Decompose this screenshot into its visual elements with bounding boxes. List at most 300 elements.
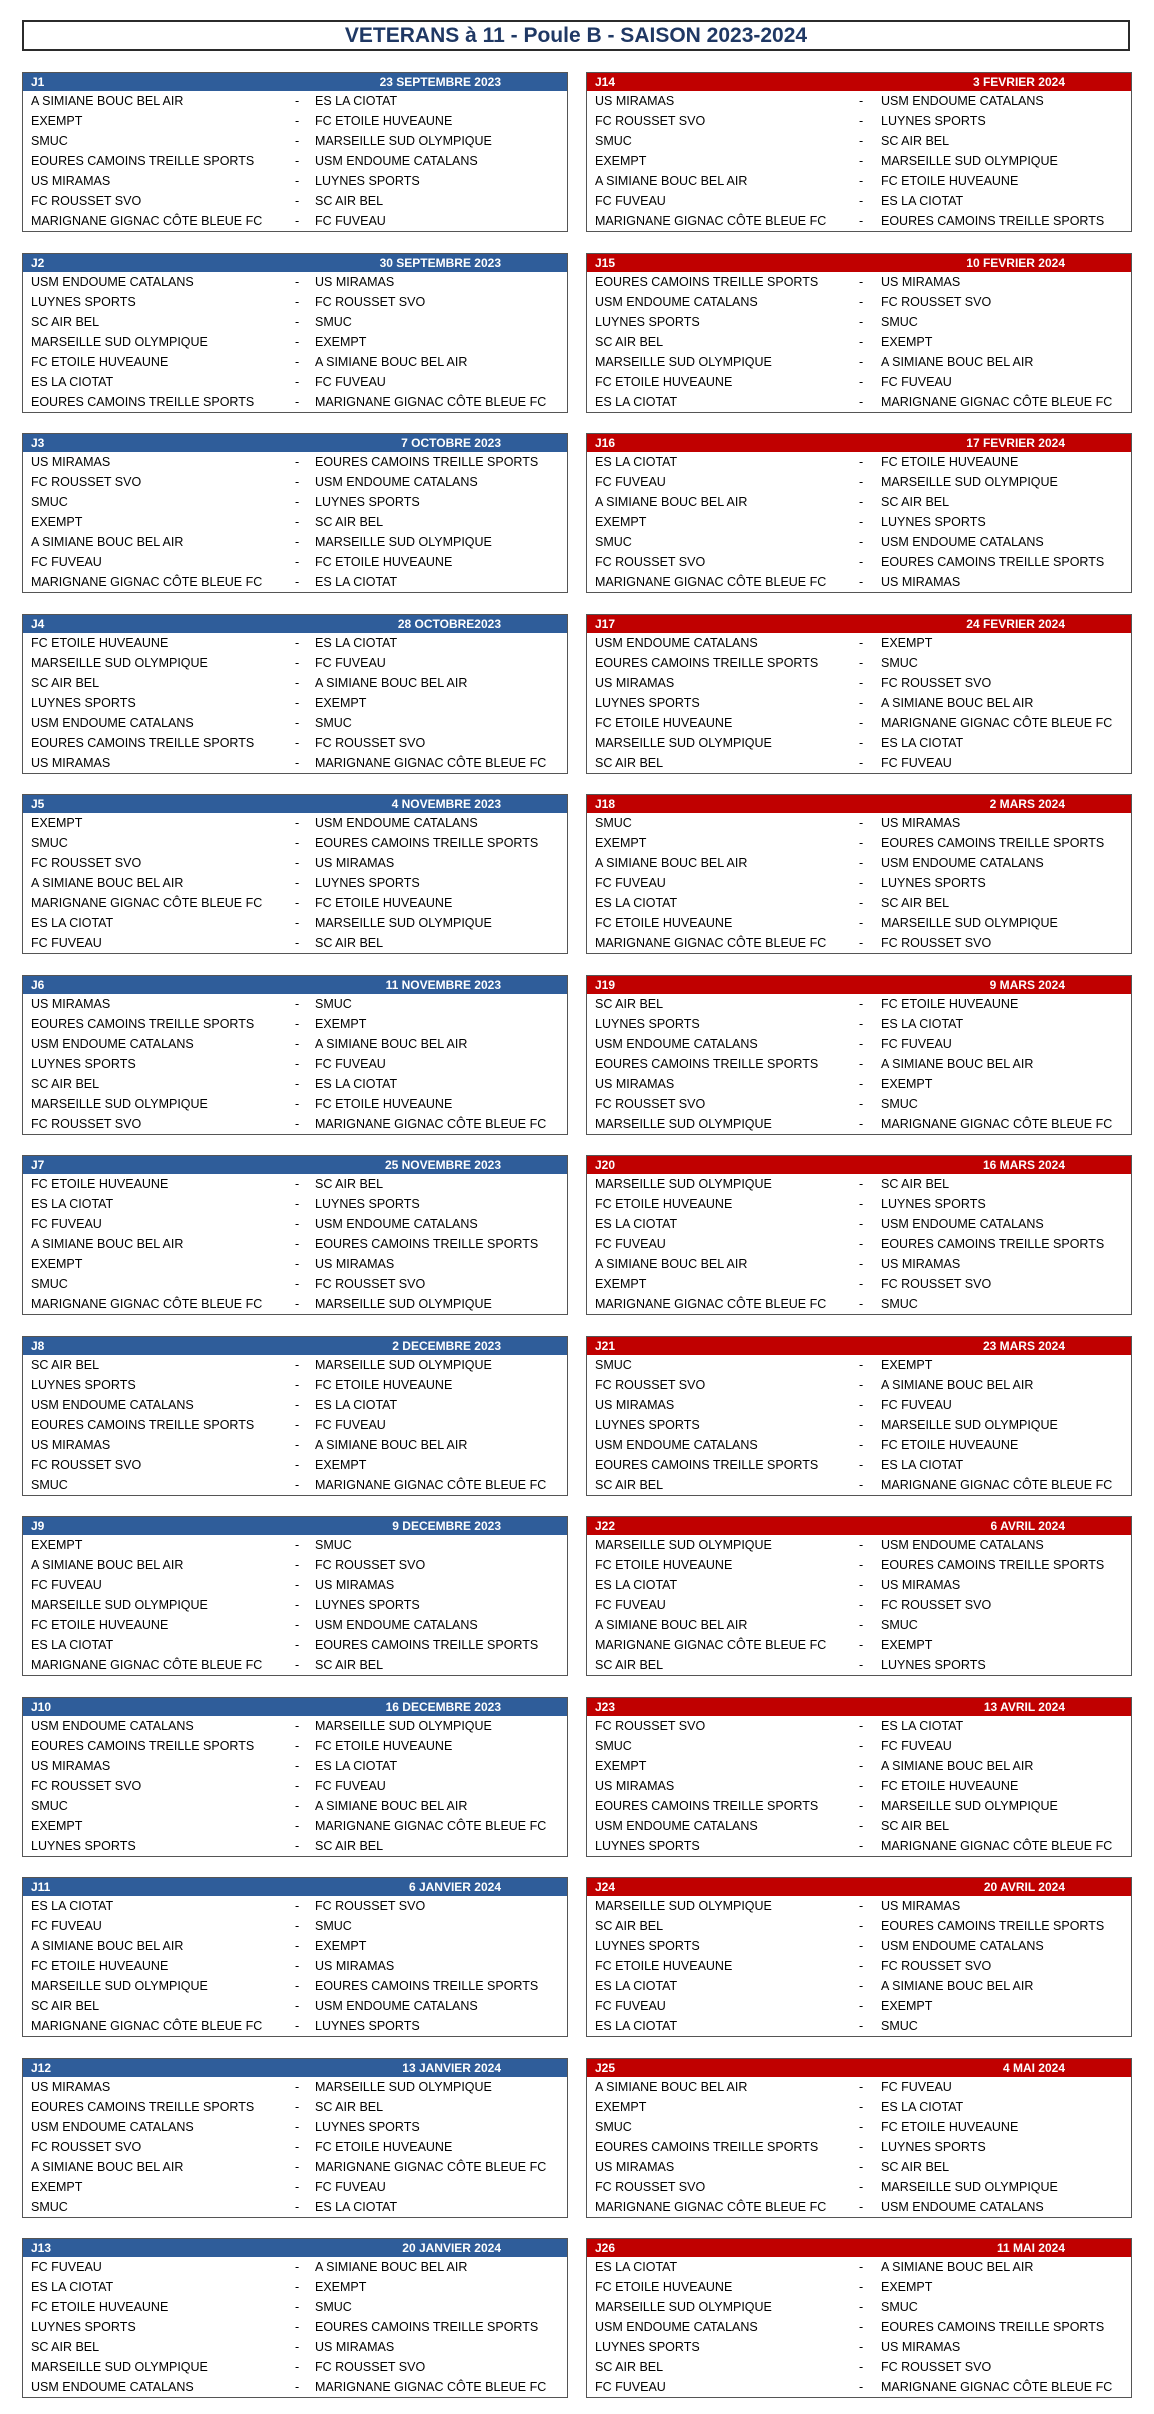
match-separator: - — [295, 936, 300, 950]
away-team: EOURES CAMOINS TREILLE SPORTS — [881, 2320, 1105, 2334]
round-block-j25 — [586, 2058, 1132, 2218]
match-separator: - — [295, 214, 300, 228]
away-team: SC AIR BEL — [881, 495, 950, 509]
home-team: A SIMIANE BOUC BEL AIR — [595, 495, 748, 509]
home-team: EXEMPT — [31, 515, 83, 529]
round-number: J12 — [31, 2061, 52, 2075]
match-row — [587, 1395, 1131, 1415]
home-team: A SIMIANE BOUC BEL AIR — [31, 876, 184, 890]
match-row — [587, 1214, 1131, 1234]
match-row — [587, 733, 1131, 753]
away-team: FC FUVEAU — [315, 2180, 386, 2194]
home-team: EXEMPT — [595, 836, 647, 850]
home-team: MARSEILLE SUD OLYMPIQUE — [595, 2300, 772, 2314]
round-block-j3 — [22, 433, 568, 593]
match-row — [587, 352, 1131, 372]
match-row — [23, 733, 567, 753]
away-team: SMUC — [315, 2300, 352, 2314]
match-row — [587, 1114, 1131, 1134]
home-team: LUYNES SPORTS — [31, 1057, 136, 1071]
match-row — [23, 312, 567, 332]
match-separator: - — [859, 836, 864, 850]
round-block-j15 — [586, 253, 1132, 413]
away-team: USM ENDOUME CATALANS — [315, 1217, 478, 1231]
round-block-j2 — [22, 253, 568, 413]
round-number: J1 — [31, 75, 45, 89]
match-separator: - — [859, 1418, 864, 1432]
home-team: MARIGNANE GIGNAC CÔTE BLEUE FC — [595, 1297, 827, 1311]
away-team: LUYNES SPORTS — [315, 174, 420, 188]
home-team: MARSEILLE SUD OLYMPIQUE — [595, 1177, 772, 1191]
match-separator: - — [295, 876, 300, 890]
match-separator: - — [295, 515, 300, 529]
match-row — [587, 532, 1131, 552]
home-team: A SIMIANE BOUC BEL AIR — [595, 1257, 748, 1271]
home-team: US MIRAMAS — [31, 1438, 111, 1452]
round-number: J6 — [31, 978, 45, 992]
match-row — [23, 1094, 567, 1114]
match-row — [587, 1635, 1131, 1655]
match-separator: - — [859, 1658, 864, 1672]
home-team: SC AIR BEL — [31, 676, 100, 690]
home-team: LUYNES SPORTS — [595, 696, 700, 710]
away-team: EXEMPT — [881, 335, 933, 349]
match-row — [587, 1475, 1131, 1495]
match-separator: - — [295, 1658, 300, 1672]
away-team: MARIGNANE GIGNAC CÔTE BLEUE FC — [315, 756, 547, 770]
away-team: US MIRAMAS — [315, 1257, 395, 1271]
away-team: LUYNES SPORTS — [881, 1197, 986, 1211]
home-team: EOURES CAMOINS TREILLE SPORTS — [31, 736, 255, 750]
match-separator: - — [859, 134, 864, 148]
match-separator: - — [295, 2320, 300, 2334]
match-separator: - — [859, 1779, 864, 1793]
match-separator: - — [295, 375, 300, 389]
home-team: FC ETOILE HUVEAUNE — [595, 716, 733, 730]
round-number: J3 — [31, 436, 45, 450]
match-row — [23, 332, 567, 352]
match-row — [587, 472, 1131, 492]
match-separator: - — [295, 1578, 300, 1592]
home-team: MARSEILLE SUD OLYMPIQUE — [31, 1598, 208, 1612]
match-row — [23, 1254, 567, 1274]
home-team: A SIMIANE BOUC BEL AIR — [31, 1558, 184, 1572]
away-team: LUYNES SPORTS — [881, 2140, 986, 2154]
home-team: FC ETOILE HUVEAUNE — [595, 916, 733, 930]
match-separator: - — [295, 997, 300, 1011]
round-block-j26 — [586, 2238, 1132, 2398]
away-team: SC AIR BEL — [881, 2160, 950, 2174]
match-separator: - — [295, 1779, 300, 1793]
match-row — [23, 1174, 567, 1194]
match-row — [23, 1555, 567, 1575]
home-team: US MIRAMAS — [595, 2160, 675, 2174]
home-team: ES LA CIOTAT — [595, 2260, 678, 2274]
match-row — [587, 552, 1131, 572]
round-date: 17 FEVRIER 2024 — [966, 436, 1065, 450]
away-team: A SIMIANE BOUC BEL AIR — [881, 696, 1034, 710]
round-block-j9 — [22, 1516, 568, 1676]
home-team: A SIMIANE BOUC BEL AIR — [31, 1237, 184, 1251]
home-team: US MIRAMAS — [31, 997, 111, 1011]
match-separator: - — [859, 1117, 864, 1131]
home-team: FC ROUSSET SVO — [595, 1378, 706, 1392]
round-number: J13 — [31, 2241, 52, 2255]
match-row — [587, 1355, 1131, 1375]
home-team: EXEMPT — [31, 1819, 83, 1833]
away-team: US MIRAMAS — [881, 2340, 961, 2354]
home-team: FC ROUSSET SVO — [31, 475, 142, 489]
match-row — [23, 171, 567, 191]
round-block-j19 — [586, 975, 1132, 1135]
home-team: FC FUVEAU — [595, 1999, 666, 2013]
match-separator: - — [295, 1799, 300, 1813]
match-separator: - — [859, 2340, 864, 2354]
match-separator: - — [859, 1177, 864, 1191]
home-team: MARSEILLE SUD OLYMPIQUE — [595, 355, 772, 369]
match-row — [23, 1455, 567, 1475]
away-team: EXEMPT — [315, 1939, 367, 1953]
home-team: EXEMPT — [31, 114, 83, 128]
home-team: FC ROUSSET SVO — [595, 1719, 706, 1733]
round-date: 4 NOVEMBRE 2023 — [391, 797, 501, 811]
match-row — [23, 352, 567, 372]
match-separator: - — [859, 335, 864, 349]
away-team: MARSEILLE SUD OLYMPIQUE — [315, 535, 492, 549]
home-team: EOURES CAMOINS TREILLE SPORTS — [595, 1057, 819, 1071]
match-row — [587, 492, 1131, 512]
home-team: LUYNES SPORTS — [595, 315, 700, 329]
away-team: EOURES CAMOINS TREILLE SPORTS — [315, 836, 539, 850]
away-team: SMUC — [315, 1538, 352, 1552]
away-team: LUYNES SPORTS — [315, 1197, 420, 1211]
home-team: ES LA CIOTAT — [31, 1638, 114, 1652]
match-row — [23, 1294, 567, 1314]
away-team: FC ETOILE HUVEAUNE — [315, 555, 453, 569]
match-separator: - — [295, 1297, 300, 1311]
match-separator: - — [295, 1257, 300, 1271]
match-separator: - — [859, 1899, 864, 1913]
away-team: FC ROUSSET SVO — [315, 295, 426, 309]
match-separator: - — [859, 275, 864, 289]
round-date: 16 DECEMBRE 2023 — [385, 1700, 501, 1714]
match-separator: - — [295, 2360, 300, 2374]
match-row — [23, 372, 567, 392]
round-date: 24 FEVRIER 2024 — [966, 617, 1065, 631]
away-team: MARSEILLE SUD OLYMPIQUE — [315, 134, 492, 148]
away-team: FC ETOILE HUVEAUNE — [881, 1779, 1019, 1793]
home-team: A SIMIANE BOUC BEL AIR — [595, 1618, 748, 1632]
away-team: FC FUVEAU — [315, 375, 386, 389]
round-date: 30 SEPTEMBRE 2023 — [379, 256, 501, 270]
match-separator: - — [859, 515, 864, 529]
match-row — [587, 1716, 1131, 1736]
home-team: FC FUVEAU — [31, 555, 102, 569]
away-team: MARIGNANE GIGNAC CÔTE BLEUE FC — [315, 2380, 547, 2394]
match-row — [23, 1194, 567, 1214]
home-team: USM ENDOUME CATALANS — [595, 1438, 758, 1452]
match-row — [23, 452, 567, 472]
home-team: USM ENDOUME CATALANS — [595, 1037, 758, 1051]
match-row — [587, 1956, 1131, 1976]
match-row — [23, 1716, 567, 1736]
round-date: 13 JANVIER 2024 — [402, 2061, 501, 2075]
match-separator: - — [295, 1478, 300, 1492]
match-separator: - — [859, 1839, 864, 1853]
match-separator: - — [859, 535, 864, 549]
away-team: FC FUVEAU — [881, 2080, 952, 2094]
round-number: J26 — [595, 2241, 616, 2255]
home-team: EOURES CAMOINS TREILLE SPORTS — [31, 1739, 255, 1753]
home-team: LUYNES SPORTS — [31, 1839, 136, 1853]
away-team: FC ROUSSET SVO — [881, 676, 992, 690]
match-row — [23, 2137, 567, 2157]
round-date: 20 AVRIL 2024 — [983, 1880, 1065, 1894]
round-header — [587, 434, 1131, 452]
home-team: US MIRAMAS — [595, 1398, 675, 1412]
away-team: LUYNES SPORTS — [881, 1658, 986, 1672]
round-header — [23, 1878, 567, 1896]
round-date: 3 FEVRIER 2024 — [972, 75, 1065, 89]
match-row — [23, 472, 567, 492]
round-header — [23, 1517, 567, 1535]
home-team: SMUC — [31, 1478, 68, 1492]
round-header — [587, 2059, 1131, 2077]
away-team: FC ETOILE HUVEAUNE — [315, 2140, 453, 2154]
home-team: FC FUVEAU — [31, 936, 102, 950]
round-date: 9 DECEMBRE 2023 — [392, 1519, 501, 1533]
home-team: ES LA CIOTAT — [31, 916, 114, 930]
away-team: FC ROUSSET SVO — [881, 2360, 992, 2374]
away-team: MARIGNANE GIGNAC CÔTE BLEUE FC — [315, 2160, 547, 2174]
match-separator: - — [859, 1999, 864, 2013]
away-team: MARSEILLE SUD OLYMPIQUE — [315, 1719, 492, 1733]
home-team: SC AIR BEL — [595, 1478, 664, 1492]
home-team: SC AIR BEL — [595, 997, 664, 1011]
away-team: EOURES CAMOINS TREILLE SPORTS — [881, 555, 1105, 569]
round-block-j17 — [586, 614, 1132, 774]
round-number: J7 — [31, 1158, 45, 1172]
round-block-j14 — [586, 72, 1132, 232]
match-row — [587, 693, 1131, 713]
home-team: EOURES CAMOINS TREILLE SPORTS — [595, 2140, 819, 2154]
away-team: MARSEILLE SUD OLYMPIQUE — [881, 2180, 1058, 2194]
match-row — [587, 1294, 1131, 1314]
home-team: SMUC — [31, 1799, 68, 1813]
match-row — [23, 2317, 567, 2337]
round-header — [587, 795, 1131, 813]
round-block-j16 — [586, 433, 1132, 593]
away-team: US MIRAMAS — [881, 1578, 961, 1592]
match-row — [587, 1655, 1131, 1675]
home-team: ES LA CIOTAT — [595, 1979, 678, 1993]
away-team: LUYNES SPORTS — [881, 515, 986, 529]
home-team: A SIMIANE BOUC BEL AIR — [31, 1939, 184, 1953]
away-team: LUYNES SPORTS — [881, 114, 986, 128]
match-row — [23, 1435, 567, 1455]
home-team: MARSEILLE SUD OLYMPIQUE — [31, 335, 208, 349]
match-separator: - — [295, 1919, 300, 1933]
match-row — [23, 873, 567, 893]
home-team: USM ENDOUME CATALANS — [31, 716, 194, 730]
match-separator: - — [295, 1177, 300, 1191]
home-team: FC FUVEAU — [595, 194, 666, 208]
round-header — [23, 2059, 567, 2077]
home-team: EOURES CAMOINS TREILLE SPORTS — [31, 395, 255, 409]
home-team: FC ROUSSET SVO — [31, 2140, 142, 2154]
home-team: LUYNES SPORTS — [595, 1939, 700, 1953]
match-separator: - — [859, 1979, 864, 1993]
match-separator: - — [859, 1197, 864, 1211]
away-team: ES LA CIOTAT — [881, 1458, 964, 1472]
round-header — [23, 1337, 567, 1355]
away-team: USM ENDOUME CATALANS — [881, 1217, 1044, 1231]
home-team: FC ETOILE HUVEAUNE — [31, 1618, 169, 1632]
away-team: A SIMIANE BOUC BEL AIR — [315, 1438, 468, 1452]
match-separator: - — [295, 2080, 300, 2094]
away-team: FC ROUSSET SVO — [315, 2360, 426, 2374]
away-team: US MIRAMAS — [881, 816, 961, 830]
match-separator: - — [859, 94, 864, 108]
home-team: SMUC — [31, 1277, 68, 1291]
round-number: J5 — [31, 797, 45, 811]
away-team: FC FUVEAU — [315, 656, 386, 670]
home-team: FC ETOILE HUVEAUNE — [31, 636, 169, 650]
round-date: 6 JANVIER 2024 — [408, 1880, 501, 1894]
match-row — [587, 1595, 1131, 1615]
match-separator: - — [295, 134, 300, 148]
home-team: ES LA CIOTAT — [595, 1217, 678, 1231]
round-number: J2 — [31, 256, 45, 270]
round-number: J20 — [595, 1158, 616, 1172]
match-row — [23, 131, 567, 151]
match-row — [23, 1535, 567, 1555]
home-team: SMUC — [595, 134, 632, 148]
match-row — [23, 1756, 567, 1776]
match-row — [587, 1575, 1131, 1595]
match-row — [587, 2016, 1131, 2036]
away-team: ES LA CIOTAT — [315, 575, 398, 589]
home-team: MARIGNANE GIGNAC CÔTE BLEUE FC — [31, 575, 263, 589]
round-header — [587, 254, 1131, 272]
match-separator: - — [295, 94, 300, 108]
away-team: MARIGNANE GIGNAC CÔTE BLEUE FC — [881, 2380, 1113, 2394]
match-separator: - — [859, 1759, 864, 1773]
home-team: FC ROUSSET SVO — [595, 555, 706, 569]
home-team: MARIGNANE GIGNAC CÔTE BLEUE FC — [31, 1297, 263, 1311]
match-separator: - — [859, 1017, 864, 1031]
match-row — [587, 2157, 1131, 2177]
round-date: 13 AVRIL 2024 — [983, 1700, 1065, 1714]
match-row — [587, 1535, 1131, 1555]
match-row — [23, 1114, 567, 1134]
match-row — [23, 2197, 567, 2217]
match-separator: - — [859, 114, 864, 128]
match-separator: - — [859, 1478, 864, 1492]
match-row — [23, 753, 567, 773]
round-header — [23, 615, 567, 633]
match-row — [587, 1976, 1131, 1996]
home-team: MARSEILLE SUD OLYMPIQUE — [595, 1899, 772, 1913]
home-team: MARIGNANE GIGNAC CÔTE BLEUE FC — [31, 2019, 263, 2033]
round-header — [23, 795, 567, 813]
away-team: FC ROUSSET SVO — [881, 1959, 992, 1973]
away-team: EOURES CAMOINS TREILLE SPORTS — [881, 836, 1105, 850]
match-separator: - — [295, 2160, 300, 2174]
home-team: EOURES CAMOINS TREILLE SPORTS — [31, 1017, 255, 1031]
away-team: ES LA CIOTAT — [881, 1719, 964, 1733]
home-team: FC ETOILE HUVEAUNE — [31, 2300, 169, 2314]
home-team: ES LA CIOTAT — [31, 1899, 114, 1913]
home-team: A SIMIANE BOUC BEL AIR — [595, 174, 748, 188]
away-team: MARIGNANE GIGNAC CÔTE BLEUE FC — [881, 1839, 1113, 1853]
home-team: A SIMIANE BOUC BEL AIR — [595, 856, 748, 870]
away-team: US MIRAMAS — [881, 575, 961, 589]
match-separator: - — [859, 2320, 864, 2334]
home-team: EOURES CAMOINS TREILLE SPORTS — [31, 154, 255, 168]
home-team: MARIGNANE GIGNAC CÔTE BLEUE FC — [595, 1638, 827, 1652]
round-header — [23, 976, 567, 994]
away-team: FC ETOILE HUVEAUNE — [881, 2120, 1019, 2134]
match-separator: - — [295, 395, 300, 409]
match-separator: - — [295, 495, 300, 509]
match-separator: - — [295, 295, 300, 309]
away-team: LUYNES SPORTS — [315, 495, 420, 509]
match-row — [23, 1234, 567, 1254]
match-separator: - — [859, 756, 864, 770]
away-team: A SIMIANE BOUC BEL AIR — [881, 1759, 1034, 1773]
match-row — [587, 633, 1131, 653]
home-team: EXEMPT — [31, 2180, 83, 2194]
match-separator: - — [859, 1558, 864, 1572]
match-separator: - — [859, 916, 864, 930]
match-row — [23, 913, 567, 933]
match-separator: - — [295, 355, 300, 369]
home-team: FC ROUSSET SVO — [595, 2180, 706, 2194]
home-team: SC AIR BEL — [31, 1358, 100, 1372]
home-team: MARIGNANE GIGNAC CÔTE BLEUE FC — [31, 214, 263, 228]
round-date: 4 MAI 2024 — [1002, 2061, 1065, 2075]
away-team: FC FUVEAU — [881, 1037, 952, 1051]
match-separator: - — [295, 1438, 300, 1452]
round-number: J22 — [595, 1519, 616, 1533]
away-team: LUYNES SPORTS — [881, 876, 986, 890]
away-team: FC FUVEAU — [881, 375, 952, 389]
match-row — [587, 1054, 1131, 1074]
away-team: EOURES CAMOINS TREILLE SPORTS — [315, 1638, 539, 1652]
match-separator: - — [295, 1057, 300, 1071]
round-header — [23, 2239, 567, 2257]
match-row — [587, 1174, 1131, 1194]
home-team: LUYNES SPORTS — [31, 2320, 136, 2334]
match-separator: - — [295, 1237, 300, 1251]
away-team: SC AIR BEL — [315, 2100, 384, 2114]
home-team: US MIRAMAS — [595, 1077, 675, 1091]
match-separator: - — [859, 194, 864, 208]
match-separator: - — [295, 1358, 300, 1372]
round-number: J15 — [595, 256, 616, 270]
match-row — [587, 2357, 1131, 2377]
home-team: MARIGNANE GIGNAC CÔTE BLEUE FC — [31, 1658, 263, 1672]
home-team: SMUC — [31, 134, 68, 148]
round-block-j12 — [22, 2058, 568, 2218]
home-team: SMUC — [595, 816, 632, 830]
match-separator: - — [295, 916, 300, 930]
away-team: EOURES CAMOINS TREILLE SPORTS — [315, 1979, 539, 1993]
match-row — [23, 151, 567, 171]
match-separator: - — [295, 1959, 300, 1973]
match-row — [23, 1936, 567, 1956]
